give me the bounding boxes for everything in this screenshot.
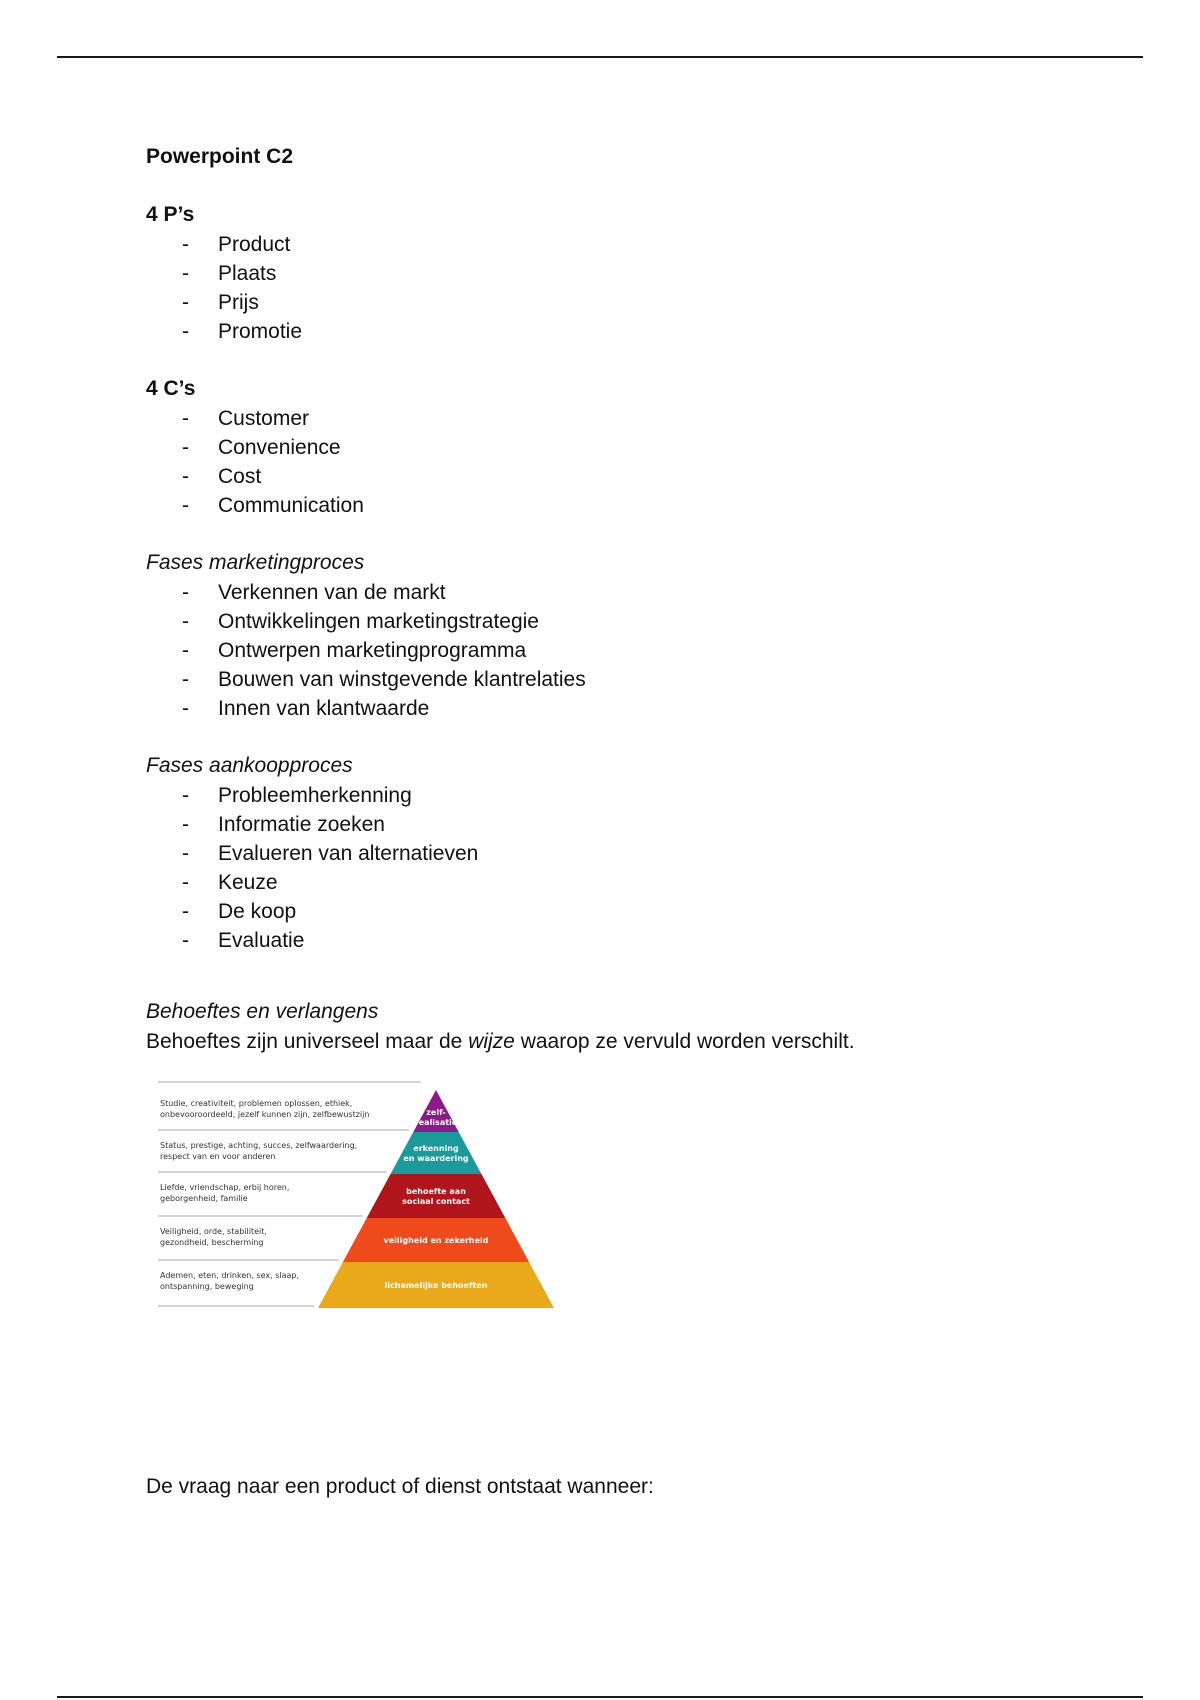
pyramid-level-description: gezondheid, bescherming: [160, 1238, 264, 1247]
pyramid-level-label: veiligheid en zekerheid: [383, 1236, 489, 1245]
pyramid-level-description: Liefde, vriendschap, erbij horen,: [160, 1183, 290, 1192]
pyramid-level: [367, 1174, 506, 1218]
four-ps-list: [146, 230, 1106, 346]
document-body: [146, 142, 1106, 1501]
maslow-pyramid-figure: [146, 1072, 566, 1322]
pyramid-level-label: behoefte aan: [406, 1187, 466, 1196]
list-item: - Prijs: [182, 291, 259, 314]
pyramid-level-description: onbevooroordeeld, jezelf kunnen zijn, zelfbewustzijn: [160, 1110, 370, 1119]
list-item: - De koop: [182, 900, 297, 923]
bottom-rule: [57, 1696, 1143, 1698]
pyramid-level-label: sociaal contact: [402, 1197, 470, 1206]
list-item: - Promotie: [182, 320, 303, 343]
needs-heading: Behoeftes en verlangens: [146, 1000, 379, 1023]
pyramid-level-label: en waardering: [403, 1154, 469, 1163]
list-item: - Ontwikkelingen marketingstrategie: [182, 610, 539, 633]
list-item: - Communication: [182, 494, 364, 517]
pyramid-level-label: lichamelijke behoeften: [384, 1281, 488, 1290]
pyramid-level-description: Status, prestige, achting, succes, zelfwaardering,: [160, 1141, 358, 1150]
document-title: Powerpoint C2: [146, 145, 294, 168]
pyramid-level-description: Ademen, eten, drinken, sex, slaap,: [160, 1271, 300, 1280]
list-item: - Innen van klantwaarde: [182, 697, 430, 720]
needs-paragraph: Behoeftes zijn universeel maar de wijze waarop ze vervuld worden verschilt.: [146, 1030, 855, 1053]
marketing-phases-list: [146, 578, 1106, 723]
list-item: - Plaats: [182, 262, 277, 285]
marketing-phases-heading: Fases marketingproces: [146, 551, 365, 574]
list-item: - Keuze: [182, 871, 278, 894]
purchase-phases-heading: Fases aankoopproces: [146, 754, 353, 777]
purchase-phases-list: [146, 781, 1106, 955]
list-item: - Cost: [182, 465, 262, 488]
maslow-pyramid: [146, 1072, 566, 1322]
pyramid-level-label: erkenning: [413, 1144, 459, 1153]
four-cs-heading: 4 C’s: [146, 377, 196, 400]
list-item: - Convenience: [182, 436, 341, 459]
pyramid-level: [391, 1132, 482, 1174]
list-item: - Product: [182, 233, 291, 256]
pyramid-level-description: ontspanning, beweging: [160, 1282, 254, 1291]
pyramid-level-description: geborgenheid, familie: [160, 1194, 248, 1203]
list-item: - Customer: [182, 407, 310, 430]
list-item: - Ontwerpen marketingprogramma: [182, 639, 527, 662]
pyramid-level-description: Studie, creativiteit, problemen oplossen, ethiek,: [160, 1099, 353, 1108]
list-item: - Informatie zoeken: [182, 813, 385, 836]
four-cs-list: [146, 404, 1106, 520]
demand-paragraph: De vraag naar een product of dienst ontstaat wanneer:: [146, 1475, 654, 1498]
pyramid-level-label: zelf-: [426, 1108, 446, 1117]
list-item: - Probleemherkenning: [182, 784, 412, 807]
pyramid-level-label: realisatie: [414, 1118, 458, 1127]
list-item: - Evalueren van alternatieven: [182, 842, 479, 865]
pyramid-level-description: respect van en voor anderen: [160, 1152, 276, 1161]
four-ps-heading: 4 P’s: [146, 203, 195, 226]
list-item: - Bouwen van winstgevende klantrelaties: [182, 668, 586, 691]
top-rule: [57, 56, 1143, 58]
list-item: - Verkennen van de markt: [182, 581, 446, 604]
pyramid-level-description: Veiligheid, orde, stabiliteit,: [160, 1227, 267, 1236]
list-item: - Evaluatie: [182, 929, 305, 952]
